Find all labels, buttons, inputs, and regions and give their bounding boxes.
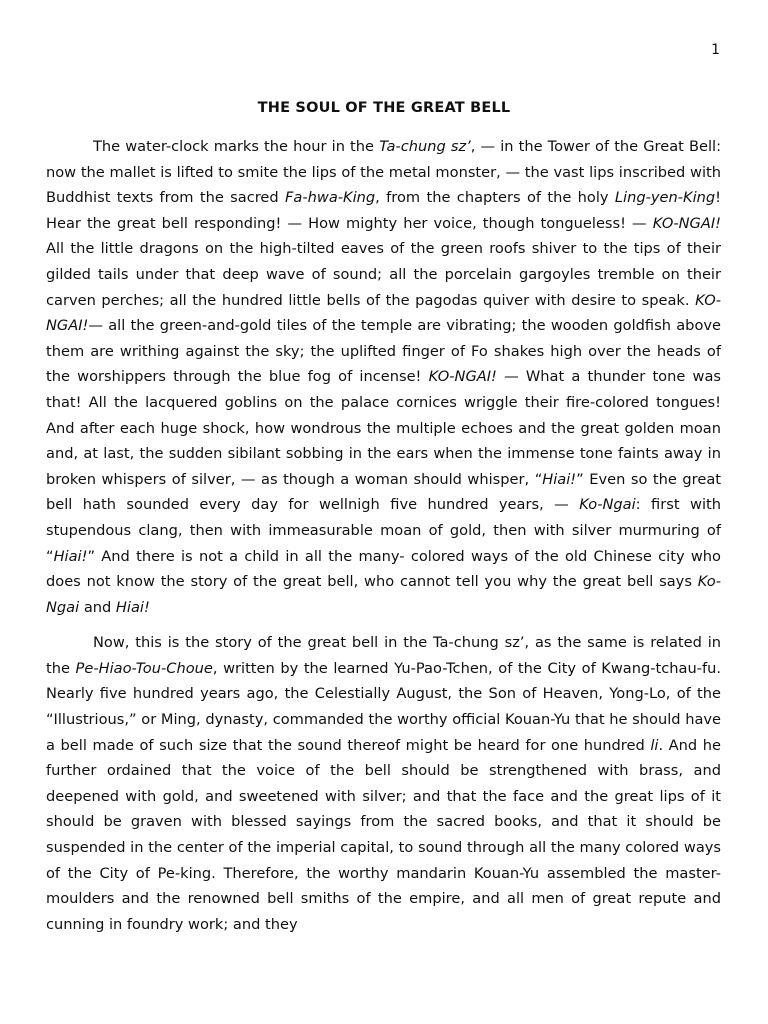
text-run: — What a thunder tone was that! All the lacquered goblins on the palace cornices wriggle their fire-colored tongues! And after each huge shock, how wondrous the multiple echoes and the great golden moan and, at last, the sudden sibilant sobbing in the ears when the immense tone faints away in broken whispers of silver, — as though a woman should whisper, “ [46, 368, 721, 488]
italic-run: KO-NGAI! [46, 291, 721, 335]
italic-run: KO-NGAI! [652, 214, 721, 232]
text-run: ! Hear the great bell responding! — How mighty her voice, though tongueless! — [46, 189, 721, 232]
italic-run: li [650, 736, 659, 754]
italic-run: Pe-Hiao-Tou-Choue [75, 659, 213, 677]
text-run: ” Even so the great bell hath sounded every day for wellnigh five hundred years, — [46, 470, 721, 514]
italic-run: Hiai! [115, 598, 150, 616]
text-run: and [79, 598, 116, 616]
italic-run: Ko-Ngai [579, 496, 636, 514]
body-text [46, 134, 721, 937]
chapter-title: THE SOUL OF THE GREAT BELL [257, 100, 511, 116]
page-number: 1 [711, 42, 720, 58]
italic-run: Ko-Ngai [46, 573, 721, 616]
text-run: . And he further ordained that the voice of the bell should be strengthened with brass, and deepened with gold, and sweetened with silver; and that the face and the great lips of it should be graven with blessed sayings from the sacred books, and that it should be suspended in the center of the imperial capital, to sound through all the many colored ways of the City of Pe-king. Therefore, the worthy mandarin Kouan-Yu assembled the master-moulders and the renowned bell smiths of the empire, and all men of great repute and cunning in foundry work; and they [46, 736, 721, 933]
text-run: , — in the Tower of the Great Bell: now the mallet is lifted to smite the lips of the metal monster, — the vast lips inscribed with Buddhist texts from the sacred [46, 138, 722, 207]
italic-run: Hiai! [53, 547, 88, 565]
text-run: — all the green-and-gold tiles of the temple are vibrating; the wooden goldfish above them are writhing against the sky; the uplifted finger of Fo shakes high over the heads of the worshippers through the blue fog of incense! [46, 317, 721, 386]
italic-run: Fa-hwa-King [285, 189, 376, 207]
text-run: Now, this is the story of the great bell in the Ta-chung sz’, as the same is related in the [46, 634, 721, 677]
text-run: : first with stupendous clang, then with immeasurable moan of gold, then with silver murmuring of “ [46, 496, 721, 565]
text-run: The water-clock marks the hour in the [93, 138, 380, 155]
text-run: ” And there is not a child in all the many- colored ways of the old Chinese city who does not know the story of the great bell, who cannot tell you why the great bell says [46, 547, 721, 591]
text-run: , from the chapters of the holy [375, 189, 615, 207]
paragraph-1 [46, 134, 721, 620]
italic-run: Ta-chung sz’ [379, 138, 471, 155]
text-run: , written by the learned Yu-Pao-Tchen, of the City of Kwang-tchau-fu. Nearly five hundred years ago, the Celestially August, the Son of Heaven, Yong-Lo, of the “Illustrious,” or Ming, dynasty, commanded the worthy official Kouan-Yu that he should have a bell made of such size that the sound thereof might be heard for one hundred [46, 659, 722, 754]
italic-run: Ling-yen-King [614, 189, 716, 207]
italic-run: KO-NGAI! [428, 368, 497, 386]
italic-run: Hiai! [542, 470, 577, 488]
text-run: All the little dragons on the high-tilted eaves of the green roofs shiver to the tips of their gilded tails under that deep wave of sound; all the porcelain gargoyles tremble on their carven perches; all the hundred little bells of the pagodas quiver with desire to speak. [46, 240, 721, 309]
paragraph-2 [46, 630, 721, 937]
